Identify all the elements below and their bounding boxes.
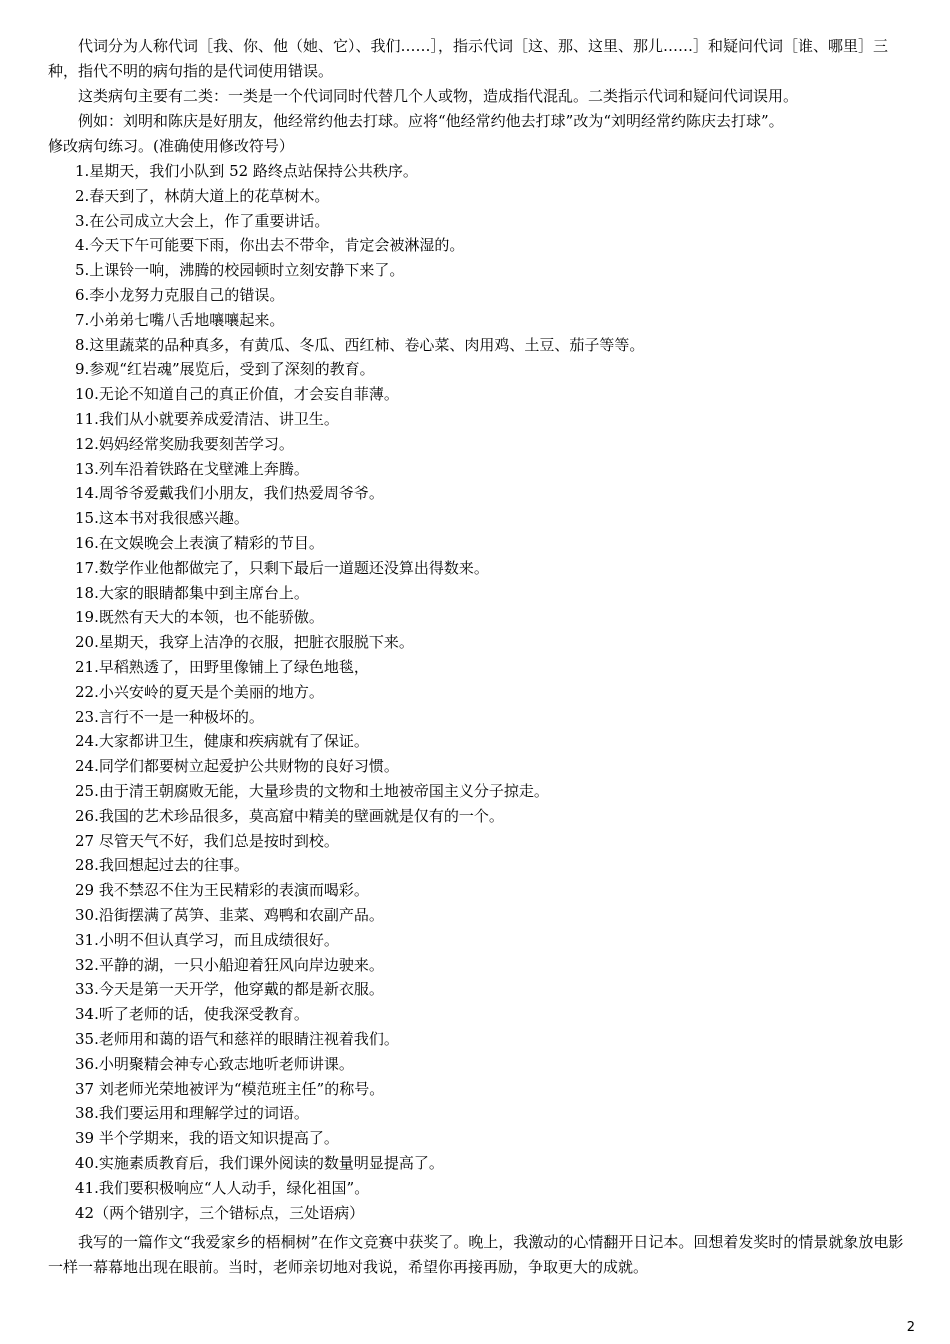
exercise-item: 9.参观“红岩魂”展览后，受到了深刻的教育。 [75,360,375,379]
exercise-item: 25.由于清王朝腐败无能，大量珍贵的文物和土地被帝国主义分子掠走。 [75,782,549,800]
exercise-item: 19.既然有天大的本领，也不能骄傲。 [75,608,324,627]
exercise-item: 20.星期天，我穿上洁净的衣服，把脏衣服脱下来。 [75,633,414,652]
exercise-item: 39 半个学期来，我的语文知识提高了。 [75,1129,339,1148]
exercise-item: 3.在公司成立大会上，作了重要讲话。 [75,211,330,230]
exercise-item: 41.我们要积极响应“人人动手，绿化祖国”。 [75,1178,370,1197]
exercise-item: 30.沿街摆满了莴笋、韭菜、鸡鸭和农副产品。 [75,906,384,924]
exercise-item: 15.这本书对我很感兴趣。 [75,509,249,528]
exercise-item: 27 尽管天气不好，我们总是按时到校。 [75,831,339,850]
final-paragraph: 我写的一篇作文“我爱家乡的梧桐树”在作文竞赛中获奖了。晚上，我激动的心情翻开日记本。回想着发奖时的情景就象放电影一样一幕幕地出现在眼前。当时，老师亲切地对我说，希望你再接再励，争取更大的成就。 [48,1233,904,1276]
exercise-item: 29 我不禁忍不住为王民精彩的表演而喝彩。 [75,881,369,900]
exercise-item: 31.小明不但认真学习，而且成绩很好。 [75,930,339,949]
exercise-item: 11.我们从小就要养成爱清洁、讲卫生。 [75,410,339,428]
exercise-item: 42（两个错别字，三个错标点，三处语病） [75,1203,365,1222]
exercise-item: 22.小兴安岭的夏天是个美丽的地方。 [75,682,324,701]
exercise-item: 17.数学作业他都做完了，只剩下最后一道题还没算出得数来。 [75,558,489,577]
exercise-item: 14.周爷爷爱戴我们小朋友，我们热爱周爷爷。 [75,484,384,503]
intro-paragraph-3: 例如：刘明和陈庆是好朋友，他经常约他去打球。应将“他经常约他去打球”改为“刘明经常约陈庆去打球”。 [78,112,784,130]
exercise-item: 28.我回想起过去的往事。 [75,856,249,875]
exercise-item: 8.这里蔬菜的品种真多，有黄瓜、冬瓜、西红柿、卷心菜、肉用鸡、土豆、茄子等等。 [75,335,645,354]
intro-paragraph-2: 这类病句主要有二类：一类是一个代词同时代替几个人或物，造成指代混乱。二类指示代词和疑问代词误用。 [78,87,799,105]
exercise-item: 16.在文娱晚会上表演了精彩的节目。 [75,534,324,552]
exercise-item: 40.实施素质教育后，我们课外阅读的数量明显提高了。 [75,1154,444,1172]
exercise-item: 34.听了老师的话，使我深受教育。 [75,1005,309,1024]
exercise-item: 2.春天到了，林荫大道上的花草树木。 [75,186,330,205]
exercise-item: 38.我们要运用和理解学过的词语。 [75,1104,309,1123]
exercise-item: 35.老师用和蔼的语气和慈祥的眼睛注视着我们。 [75,1030,399,1048]
exercise-item: 10.无论不知道自己的真正价值，才会妄自菲薄。 [75,385,399,404]
exercise-item: 24.大家都讲卫生，健康和疾病就有了保证。 [75,732,369,751]
exercise-item: 1.星期天，我们小队到 52 路终点站保持公共秩序。 [75,162,418,180]
exercise-item: 37 刘老师光荣地被评为“模范班主任”的称号。 [75,1079,385,1098]
exercise-item: 4.今天下午可能要下雨，你出去不带伞，肯定会被淋湿的。 [75,236,465,255]
exercise-item: 6.李小龙努力克服自己的错误。 [75,286,285,304]
exercise-item: 5.上课铃一响，沸腾的校园顿时立刻安静下来了。 [75,261,405,280]
exercise-item: 12.妈妈经常奖励我要刻苦学习。 [75,434,294,453]
exercise-item: 21.早稻熟透了，田野里像铺上了绿色地毯， [75,658,369,676]
intro-paragraph-1: 代词分为人称代词［我、你、他（她、它）、我们……］，指示代词［这、那、这里、那儿……］和疑问代词［谁、哪里］三种，指代不明的病句指的是代词使用错误。 [48,37,889,80]
exercise-item: 36.小明聚精会神专心致志地听老师讲课。 [75,1054,354,1073]
exercise-item: 13.列车沿着铁路在戈壁滩上奔腾。 [75,459,309,478]
exercise-item: 7.小弟弟七嘴八舌地嚷嚷起来。 [75,310,285,329]
exercise-item: 24.同学们都要树立起爱护公共财物的良好习惯。 [75,757,399,776]
exercise-item: 26.我国的艺术珍品很多，莫高窟中精美的壁画就是仅有的一个。 [75,806,504,825]
exercise-item: 23.言行不一是一种极坏的。 [75,707,264,726]
exercise-item: 18.大家的眼睛都集中到主席台上。 [75,583,309,602]
exercise-title: 修改病句练习。(准确使用修改符号） [48,137,294,155]
exercise-item: 33.今天是第一天开学，他穿戴的都是新衣服。 [75,980,384,999]
page-number: 2 [906,1320,915,1335]
exercise-item: 32.平静的湖，一只小船迎着狂风向岸边驶来。 [75,955,384,974]
